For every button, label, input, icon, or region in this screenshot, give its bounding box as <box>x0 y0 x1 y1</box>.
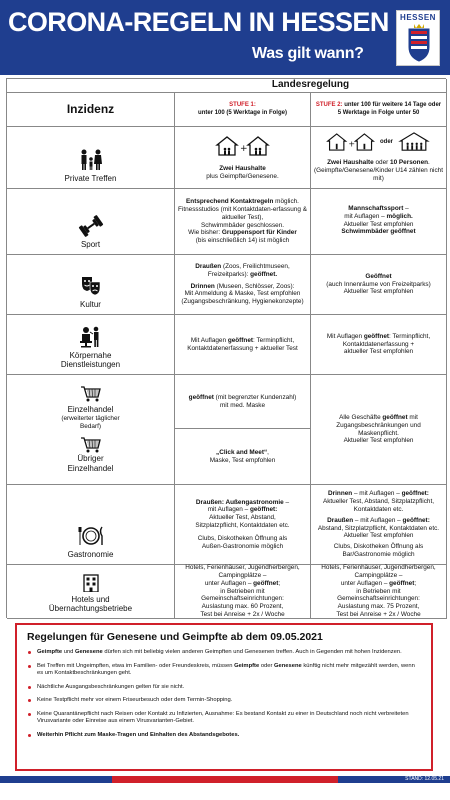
landesregelung-header: Landesregelung <box>175 79 447 93</box>
private-stufe1: + Zwei Haushalte plus Geimpfte/Genesene. <box>175 127 311 189</box>
handel-stufe1-uebrig: „Click and Meet“, Maske, Test empfohlen <box>175 429 311 485</box>
two-houses-icon <box>326 132 376 152</box>
stufe2-header: STUFE 2: unter 100 für weitere 14 Tage oder 5 Werktage in Folge unter 50 <box>311 93 447 127</box>
list-item: Geimpfte und Genesene dürfen sich mit beliebig vielen anderen Geimpften und Genesenen treffen. Auch in Gegenden mit hohen Inzidenzen. <box>27 649 421 657</box>
list-item: Keine Testpflicht mehr vor einem Friseurbesuch oder dem Termin-Shopping. <box>27 697 421 705</box>
svg-text:+: + <box>348 139 356 149</box>
coat-of-arms-icon <box>404 23 434 63</box>
category-koerpernahe-dienstleistungen: Körpernahe Dienstleistungen <box>7 315 175 375</box>
category-kultur: Kultur <box>7 255 175 315</box>
theater-masks-icon <box>79 275 103 297</box>
family-icon <box>78 149 104 171</box>
list-item: Bei Treffen mit Ungeimpften, etwa im Familien- oder Freundeskreis, müssen Geimpfte oder Genesene künftig nicht mehr mitgezählt werden, wenn es um Kontaktbeschränkungen geht. <box>27 663 421 678</box>
list-item: Nächtliche Ausgangsbeschränkungen gelten für sie nicht. <box>27 684 421 692</box>
page-subtitle: Was gilt wann? <box>252 45 364 62</box>
gastro-stufe2: Drinnen – mit Auflagen – geöffnet: Aktueller Test, Abstand, Sitzplatzpflicht, Kontaktdaten etc. Draußen – mit Auflagen – geöffnet: Abstand, Sitzplatzpflicht, Kontaktdaten etc. Aktueller Test empfohlen Clubs, Diskotheken Öffnung als Bar/Gastronomie möglich <box>311 485 447 565</box>
category-gastronomie: Gastronomie <box>7 485 175 565</box>
category-private-treffen: Private Treffen <box>7 127 175 189</box>
footer-red-stripe <box>112 776 338 783</box>
private-stufe2: + oder Zwei Haushalte oder 10 Personen. (Geimpfte/Genesene/Kinder U14 zählen nicht mit) <box>311 127 447 189</box>
hotels-stufe1: Hotels, Ferienhäuser, Jugendherbergen, Campingplätze – unter Auflagen – geöffnet; in Betrieben mit Gemeinschaftseinrichtungen: Auslastung max. 60 Prozent, Test bei Anreise + 2x / Woche <box>175 565 311 619</box>
handel-stufe2: Alle Geschäfte geöffnet mit Zugangsbeschränkungen und Maskenpflicht. Aktueller Test empfohlen <box>311 375 447 485</box>
hairdresser-icon <box>78 326 104 348</box>
category-einzelhandel: Einzelhandel (erweiterter täglicher Bedarf) Übriger Einzelhandel <box>7 375 175 485</box>
sport-stufe1: Entsprechend Kontaktregeln möglich. Fitnessstudios (mit Kontaktdaten-erfassung & aktueller Test), Schwimmbäder geschlossen. Wie bisher: Gruppensport für Kinder (bis einschließlich 14) ist möglich <box>175 189 311 255</box>
koerper-stufe1: Mit Auflagen geöffnet: Terminpflicht, Kontaktdatenerfassung + aktueller Test <box>175 315 311 375</box>
regelungen-title: Regelungen für Genesene und Geimpfte ab dem 09.05.2021 <box>27 631 323 643</box>
koerper-stufe2: Mit Auflagen geöffnet: Terminpflicht, Kontaktdatenerfassung + aktueller Test empfohlen <box>311 315 447 375</box>
hotels-stufe2: Hotels, Ferienhäuser, Jugendherbergen, Campingplätze – unter Auflagen – geöffnet; in Betrieben mit Gemeinschaftseinrichtungen: Auslastung max. 75 Prozent, Test bei Anreise + 2x / Woche <box>311 565 447 619</box>
oder-label: oder <box>379 138 393 145</box>
regelungen-list <box>27 649 421 739</box>
gastro-stufe1: Draußen: Außengastronomie – mit Auflagen – geöffnet: Aktueller Test, Abstand, Sitzplatzpflicht, Kontaktdaten etc. Clubs, Diskotheken Öffnung als Außen-Gastronomie möglich <box>175 485 311 565</box>
sport-stufe2: Mannschaftssport – mit Auflagen – möglich. Aktueller Test empfohlen Schwimmbäder geöffnet <box>311 189 447 255</box>
handel-stufe1-bedarf: geöffnet (mit begrenzter Kundenzahl) mit med. Maske <box>175 375 311 429</box>
page-header <box>0 0 450 75</box>
hotel-building-icon <box>80 574 102 592</box>
category-hotels: Hotels und Übernachtungsbetriebe <box>7 565 175 619</box>
list-item: Weiterhin Pflicht zum Maske-Tragen und Einhalten des Abstandsgebotes. <box>27 732 421 740</box>
regelungen-box <box>15 623 433 771</box>
page-title: CORONA-REGELN IN HESSEN <box>8 7 389 37</box>
svg-text:+: + <box>239 143 248 154</box>
logo-text: HESSEN <box>400 13 436 22</box>
category-sport: Sport <box>7 189 175 255</box>
stand-date: STAND: 12.05.21 <box>405 776 444 782</box>
inzidenz-header: Inzidenz <box>7 93 175 127</box>
shopping-cart-icon <box>80 436 102 454</box>
kultur-stufe2: Geöffnet (auch Innenräume von Freizeitparks) Aktueller Test empfohlen <box>311 255 447 315</box>
table-corner <box>7 79 175 93</box>
group-house-icon <box>397 132 431 152</box>
kultur-stufe1: Draußen (Zoos, Freilichtmuseen, Freizeitparks): geöffnet. Drinnen (Museen, Schlösser, Zoos): Mit Anmeldung & Maske, Test empfohlen (Zugangsbeschränkung, Hygienekonzepte) <box>175 255 311 315</box>
dumbbell-icon <box>78 215 104 237</box>
two-houses-icon <box>215 135 271 157</box>
rules-table <box>6 78 446 618</box>
shopping-cart-icon <box>80 385 102 403</box>
list-item: Keine Quarantänepflicht nach Reisen oder Kontakt zu Infizierten, Ausnahme: Es bestand Kontakt zu einer in Deutschland noch nicht verbreiteten Virusvariante oder Einreise aus einem Virusvarianten-Gebiet. <box>27 711 421 726</box>
stufe1-header: STUFE 1: unter 100 (5 Werktage in Folge) <box>175 93 311 127</box>
hessen-logo <box>396 10 440 66</box>
plate-cutlery-icon <box>78 525 104 547</box>
